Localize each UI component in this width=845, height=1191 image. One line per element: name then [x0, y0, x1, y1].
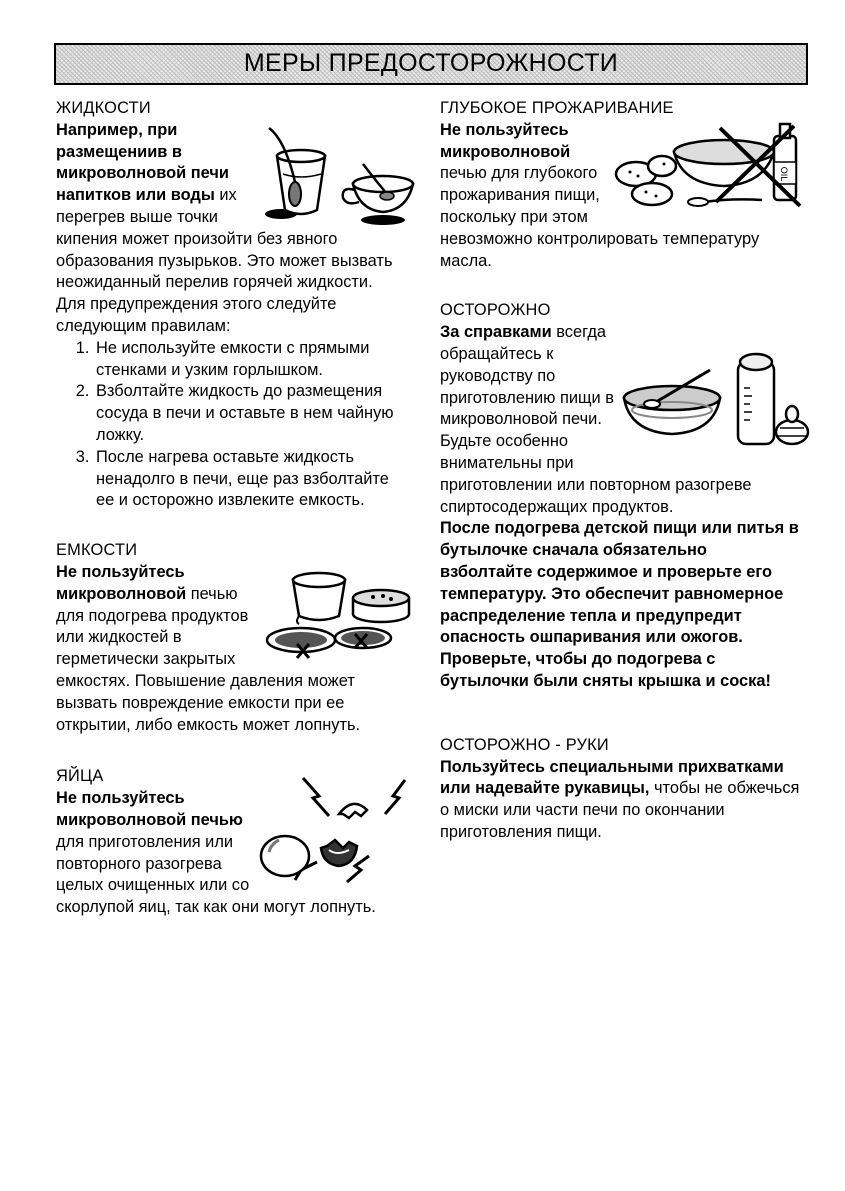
- deep-frying-text-rest: печью для глубокого прожаривания пищи, поскольку при этом невозможно контролировать температуру масла.: [440, 164, 760, 270]
- eggs-text-bold: Не пользуйтесь микроволновой печью: [56, 789, 243, 829]
- hands-text-rest: чтобы не обжечься о миски или части печи по окончании приготовления пищи.: [440, 779, 800, 841]
- liquids-rule: 2. Взболтайте жидкость до размещения сосуда в печи и оставьте в нем чайную ложку.: [94, 381, 411, 446]
- baby-food-warning: [440, 518, 802, 692]
- liquids-intro-bold: Например, при размещениив в микроволновой печи напитков или воды: [56, 120, 229, 205]
- caution-heading: ОСТОРОЖНО: [440, 301, 551, 320]
- caution-text-bold: За справками: [440, 323, 552, 342]
- section-eggs: [56, 766, 411, 919]
- hands-text-bold: Пользуйтесь специальными прихватками или надевайте рукавицы,: [440, 757, 784, 798]
- deep-frying-heading: ГЛУБОКОЕ ПРОЖАРИВАНИЕ: [440, 99, 674, 117]
- right-column: [440, 98, 802, 866]
- sealed-containers-illustration: [265, 566, 415, 662]
- section-hands: [440, 735, 802, 844]
- section-caution: [440, 300, 802, 692]
- liquids-rules-list: [56, 338, 411, 512]
- deep-frying-illustration: [612, 122, 808, 214]
- oil-bottle-label: OIL: [779, 166, 789, 182]
- page-title: МЕРЫ ПРЕДОСТОРОЖНОСТИ: [243, 49, 619, 78]
- containers-text-bold: Не пользуйтесь микроволновой: [56, 562, 187, 603]
- liquids-rule: 3. После нагрева оставьте жидкость ненадолго в печи, еще раз взболтайте ее и осторожно извлеките емкость.: [94, 447, 411, 512]
- baby-food-illustration: [620, 348, 810, 456]
- baby-food-warning-bold: После подогрева детской пищи или питья в бутылочке сначала обязательно взболтайте содержимое и проверьте его температуру. Это обеспечит равномерное распределение тепла и предупредит опасность ошпаривания или ожогов. Проверьте, чтобы до подогрева с бутылочки были сняты крышка и соска!: [440, 519, 799, 690]
- containers-text-rest: печью для подогрева продуктов или жидкостей в герметически закрытых емкостях. Повышение давления может вызвать повреждение емкости при ее открытии, либо емкость может лопнуть.: [56, 584, 361, 734]
- section-containers: [56, 540, 411, 736]
- glass-and-cup-illustration: [263, 124, 415, 228]
- hands-text: [440, 757, 802, 844]
- section-deep-frying: [440, 98, 802, 272]
- caution-text-rest: всегда обращайтесь к руководству по приготовлению пищи в микроволновой печи. Будьте особенно внимательны при приготовлении или повторном разогреве спиртосодержащих продуктов.: [440, 323, 752, 516]
- left-column: [56, 98, 411, 941]
- liquids-intro-rest: их перегрев выше точки кипения может произойти без явного образования пузырьков. Это может вызвать неожиданный перелив горячей жидкости.: [56, 186, 393, 292]
- containers-heading: ЕМКОСТИ: [56, 541, 138, 560]
- liquids-heading: ЖИДКОСТИ: [56, 99, 151, 117]
- liquids-rules-intro: Для предупреждения этого следуйте следующим правилам:: [56, 295, 337, 335]
- section-liquids: [56, 98, 411, 512]
- deep-frying-text-bold: Не пользуйтесь микроволновой: [440, 120, 571, 161]
- eggs-illustration: [257, 770, 417, 888]
- liquids-rule: 1. Не используйте емкости с прямыми стенками и узким горлышком.: [94, 338, 411, 382]
- eggs-text-rest: для приготовления или повторного разогрева целых очищенных или со скорлупой яиц, так как они могут лопнуть.: [56, 832, 376, 917]
- page-title-banner: [54, 43, 808, 85]
- hands-heading: ОСТОРОЖНО - РУКИ: [440, 735, 609, 754]
- eggs-heading: ЯЙЦА: [56, 767, 104, 786]
